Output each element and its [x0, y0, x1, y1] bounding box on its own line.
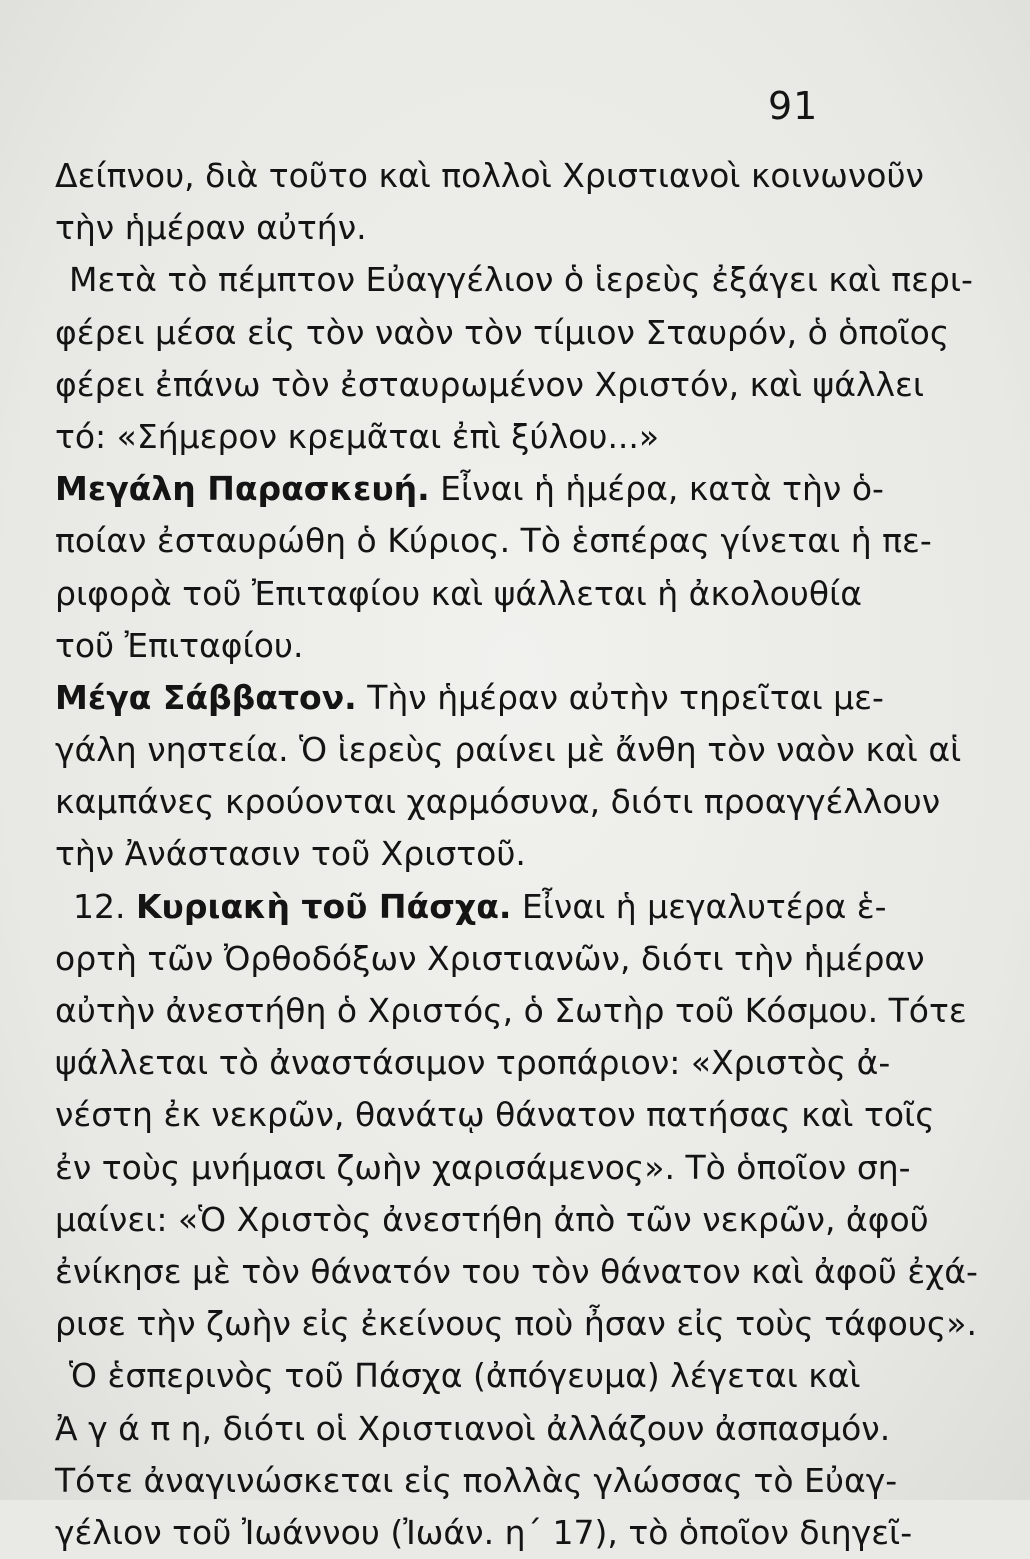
text-segment: Εἶναι ἡ μεγαλυτέρα ἑ-	[511, 886, 887, 926]
text-segment: ποίαν ἐσταυρώθη ὁ Κύριος. Τὸ ἑσπέρας γίνεται ἡ πε-	[55, 521, 932, 561]
text-segment: ριφορὰ τοῦ Ἐπιταφίου καὶ ψάλλεται ἡ ἀκολουθία	[55, 573, 863, 613]
text-line	[55, 672, 884, 724]
text-line	[55, 568, 863, 620]
text-segment: τό: «Σήμερον κρεμᾶται ἐπὶ ξύλου...»	[55, 416, 660, 456]
text-segment: ρισε τὴν ζωὴν εἰς ἐκείνους ποὺ ἦσαν εἰς τοὺς τάφους».	[55, 1304, 977, 1344]
text-segment: γέλιον τοῦ Ἰωάννου (Ἰωάν. η΄ 17), τὸ ὁποῖον διηγεῖ-	[55, 1512, 913, 1552]
text-line	[55, 1037, 891, 1089]
text-line	[55, 1350, 861, 1402]
text-line	[55, 515, 932, 567]
text-segment: ψάλλεται τὸ ἀναστάσιμον τροπάριον: «Χριστὸς ἀ-	[55, 1043, 891, 1083]
text-segment: αὐτὴν ἀνεστήθη ὁ Χριστός, ὁ Σωτὴρ τοῦ Κόσμου. Τότε	[55, 991, 967, 1030]
text-line	[55, 463, 884, 515]
text-line	[55, 724, 962, 776]
text-line	[55, 1455, 898, 1507]
text-line	[55, 1246, 978, 1298]
text-segment: ἐνίκησε μὲ τὸν θάνατόν του τὸν θάνατον καὶ ἀφοῦ ἐχά-	[55, 1251, 978, 1291]
text-segment: Ὁ ἑσπερινὸς τοῦ Πάσχα (ἀπόγευμα) λέγεται καὶ	[69, 1356, 861, 1396]
text-segment: Τὴν ἡμέραν αὐτὴν τηρεῖται με-	[356, 677, 884, 717]
text-segment: Μετὰ τὸ πέμπτον Εὐαγγέλιον ὁ ἱερεὺς ἐξάγει καὶ περι-	[69, 260, 973, 300]
text-segment: Δείπνου, διὰ τοῦτο καὶ πολλοὶ Χριστιανοὶ κοινωνοῦν	[55, 156, 924, 195]
text-segment: τὴν Ἀνάστασιν τοῦ Χριστοῦ.	[55, 834, 526, 874]
text-line	[55, 828, 855, 880]
text-segment: τοῦ Ἐπιταφίου.	[55, 625, 304, 665]
text-segment: φέρει ἐπάνω τὸν ἐσταυρωμένον Χριστόν, καὶ ψάλλει	[55, 364, 925, 404]
text-line	[55, 202, 855, 254]
text-segment: Εἶναι ἡ ἡμέρα, κατὰ τὴν ὁ-	[429, 469, 884, 509]
text-line	[55, 933, 925, 985]
text-line	[55, 1089, 935, 1141]
section-heading: Μεγάλη Παρασκευή.	[55, 469, 430, 509]
text-line	[55, 985, 967, 1037]
text-line	[55, 307, 950, 359]
text-line	[55, 254, 973, 306]
text-line	[55, 1507, 913, 1559]
text-segment: φέρει μέσα εἰς τὸν ναὸν τὸν τίμιον Σταυρόν, ὁ ὁποῖος	[55, 312, 950, 352]
text-segment: Τότε ἀναγινώσκεται εἰς πολλὰς γλώσσας τὸ Εὐαγ-	[55, 1460, 898, 1500]
body-text	[55, 150, 978, 1559]
text-segment: ορτὴ τῶν Ὀρθοδόξων Χριστιανῶν, διότι τὴν ἡμέραν	[55, 938, 925, 978]
text-line	[55, 776, 941, 828]
section-heading: Κυριακὴ τοῦ Πάσχα.	[135, 886, 512, 926]
text-segment: γάλη νηστεία. Ὁ ἱερεὺς ραίνει μὲ ἄνθη τὸν ναὸν καὶ αἱ	[55, 730, 962, 770]
text-line	[55, 1194, 929, 1246]
text-line	[55, 150, 924, 202]
text-segment: καμπάνες κρούονται χαρμόσυνα, διότι προαγγέλλουν	[55, 782, 941, 822]
text-segment: Ἀ γ ά π η, διότι οἱ Χριστιανοὶ ἀλλάζουν ἀσπασμόν.	[55, 1408, 891, 1448]
text-segment: μαίνει: «Ὁ Χριστὸς ἀνεστήθη ἀπὸ τῶν νεκρῶν, ἀφοῦ	[55, 1199, 929, 1239]
section-heading: Μέγα Σάββατον.	[55, 677, 357, 717]
page-number: 91	[768, 84, 819, 128]
text-line	[55, 1298, 977, 1350]
text-line	[55, 620, 855, 672]
text-line	[55, 411, 855, 463]
text-segment: τὴν ἡμέραν αὐτήν.	[55, 208, 367, 248]
text-line	[55, 359, 925, 411]
text-segment: 12.	[73, 886, 136, 926]
text-line	[55, 881, 887, 933]
text-line	[55, 1403, 891, 1455]
text-line	[55, 1142, 911, 1194]
text-segment: ἐν τοὺς μνήμασι ζωὴν χαρισάμενος». Τὸ ὁποῖον ση-	[55, 1147, 911, 1187]
text-segment: νέστη ἐκ νεκρῶν, θανάτῳ θάνατον πατήσας καὶ τοῖς	[55, 1095, 935, 1135]
